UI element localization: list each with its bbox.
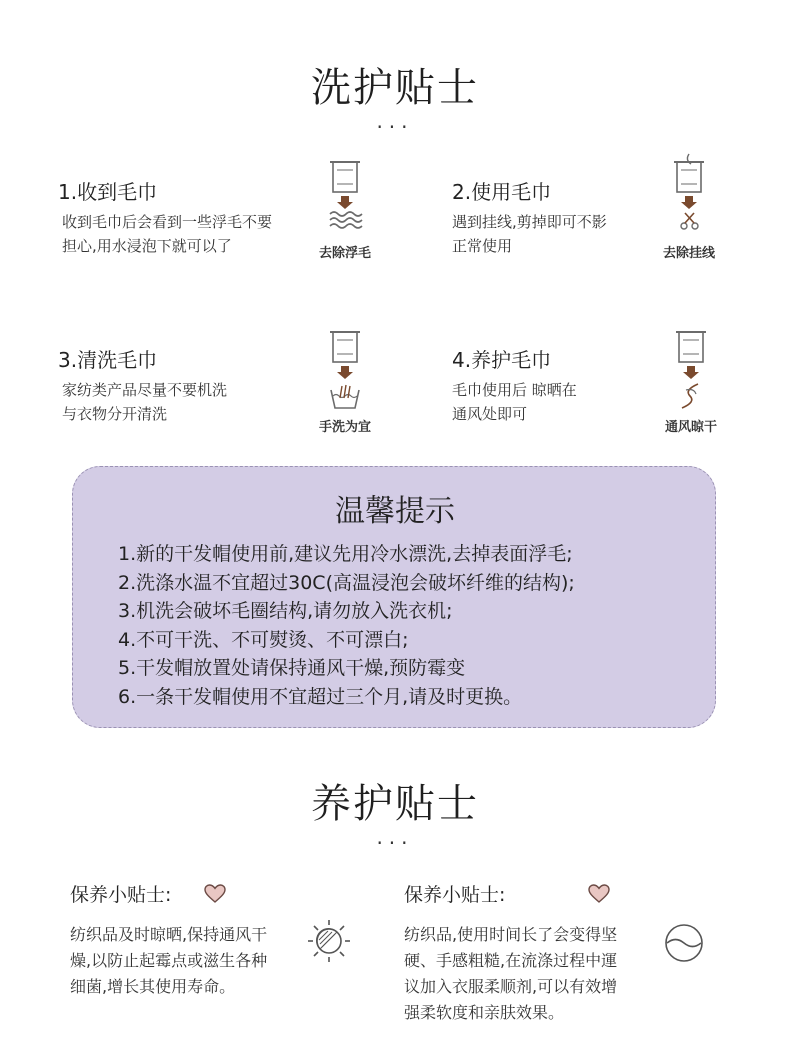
tips-item: 6.一条干发帽使用不宜超过三个月,请及时更换。	[118, 685, 523, 708]
washing-dots: ···	[376, 115, 414, 139]
step-3-desc: 家纺类产品尽量不要机洗 与衣物分开清洗	[62, 381, 228, 423]
tips-item: 5.干发帽放置处请保持通风干燥,预防霉变	[118, 657, 466, 679]
care-1-heading: 保养小贴士:	[70, 884, 172, 906]
tips-item: 4.不可干洗、不可熨烫、不可漂白;	[118, 628, 409, 651]
care-2-heading: 保养小贴士:	[404, 884, 506, 906]
heart-icon	[588, 884, 610, 904]
step-1-icon-label: 去除浮毛	[318, 246, 371, 261]
step-4-desc: 毛巾使用后 晾晒在 通风处即可	[452, 381, 577, 423]
heart-icon	[204, 884, 226, 904]
tips-title: 温馨提示	[335, 494, 455, 529]
care-1-desc: 纺织品及时晾晒,保持通风干 燥,以防止起霉点或滋生各种 细菌,增长其使用寿命。	[70, 925, 268, 996]
step-3-title: 3.清洗毛巾	[58, 348, 158, 372]
tips-list	[118, 540, 575, 711]
step-4-title: 4.养护毛巾	[452, 348, 552, 372]
step-2-icon-label: 去除挂线	[662, 246, 715, 261]
step-2-title: 2.使用毛巾	[452, 180, 552, 204]
sun-dry-icon	[306, 918, 352, 964]
washing-title: 洗护贴士	[311, 65, 479, 111]
towel-scissors-icon	[654, 152, 724, 262]
step-2-desc: 遇到挂线,剪掉即可不影 正常使用	[452, 213, 607, 255]
step-1-desc: 收到毛巾后会看到一些浮毛不要 担心,用水浸泡下就可以了	[62, 213, 273, 255]
care-2-desc: 纺织品,使用时间长了会变得坚 硬、手感粗糙,在流涤过程中運 议加入衣服柔顺剂,可以有效增 强柔软度和亲肤效果。	[404, 925, 618, 1022]
towel-dry-icon	[656, 328, 726, 438]
towel-handwash-icon	[310, 328, 380, 438]
tips-item: 2.洗涤水温不宜超过30C(高温浸泡会破坏纤维的结构);	[118, 571, 575, 594]
maintenance-dots: ···	[376, 831, 414, 855]
step-4-icon-label: 通风晾干	[664, 420, 717, 435]
softener-icon	[664, 923, 704, 963]
towel-waves-icon	[310, 158, 380, 268]
maintenance-title: 养护贴士	[311, 781, 479, 827]
step-3-icon-label: 手洗为宜	[318, 420, 371, 435]
step-1-title: 1.收到毛巾	[58, 180, 158, 204]
tips-item: 1.新的干发帽使用前,建议先用冷水漂洗,去掉表面浮毛;	[118, 543, 573, 565]
tips-item: 3.机洗会破坏毛圈结构,请勿放入洗衣机;	[118, 600, 453, 622]
